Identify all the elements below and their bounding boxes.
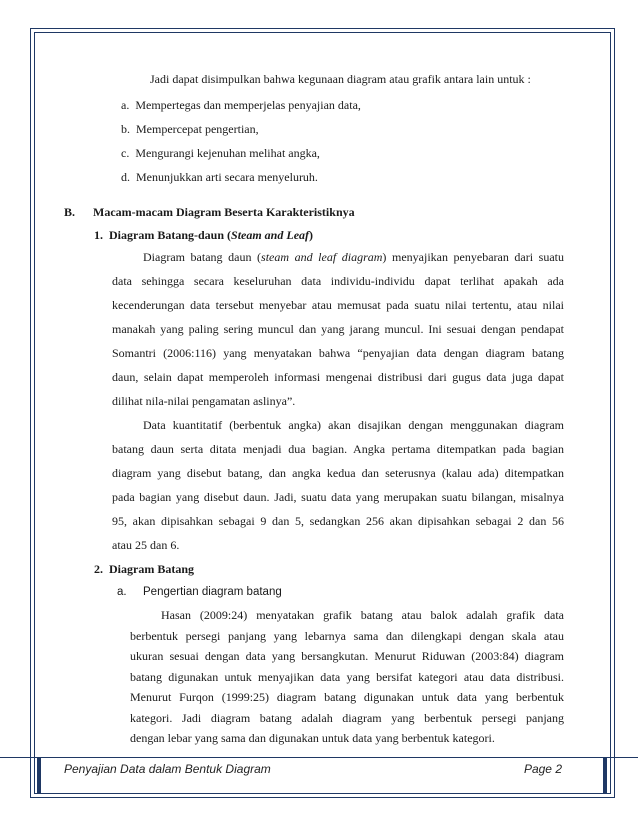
paragraph-line: kategori. Jadi diagram batang adalah diagram yang berbentuk persegi panjang [130,710,564,725]
list-item-text: Mengurangi kejenuhan melihat angka, [135,146,320,160]
paragraph-line: dengan lebar yang sama dan digunakan untuk data yang berbentuk kategori. [130,731,495,745]
sub-a-title: Pengertian diagram batang [143,586,282,598]
list-item-text: Menunjukkan arti secara menyeluruh. [136,170,318,184]
paragraph-line: daun, selain dapat memperoleh informasi mengenai distribusi dari gugus data juga dapat [112,370,564,384]
footer-title: Penyajian Data dalam Bentuk Diagram [64,762,271,776]
intro-item-d [121,170,318,185]
paragraph-line: manakah yang paling sering muncul dan yang jarang muncul. Ini sesuai dengan pendapat [112,322,564,336]
paragraph-line: ukuran sesuai dengan data yang bersangkutan. Menurut Riduwan (2003:84) diagram [130,649,564,663]
page-number: Page 2 [523,762,562,776]
subsection-marker: 2. [94,562,103,576]
subsection-marker: 1. [94,228,103,242]
text-run-italic: steam and leaf diagram [261,250,383,264]
subsection-title-suffix: ) [309,228,314,242]
paragraph-line: Hasan (2009:24) menyatakan grafik batang atau balok adalah grafik data [161,608,564,622]
list-item-text: Mempercepat pengertian, [136,122,259,136]
sub-a-heading [117,586,282,598]
intro-item-b [121,122,259,137]
section-marker: B. [64,205,76,219]
list-marker: a. [121,98,130,112]
text-run: ) menyajikan penyebaran dari suatu [382,250,564,264]
subsection-title: Diagram Batang [109,562,194,576]
paragraph-line: dilihat nila-nilai pengamatan aslinya”. [112,394,296,408]
intro-item-c [121,146,320,161]
section-heading [64,205,355,220]
subsection-1-heading [94,228,313,243]
paragraph-line: atau 25 dan 6. [112,538,180,552]
paragraph-line: Somantri (2006:116) yang menyatakan bahwa “penyajian data dengan diagram batang [112,346,564,360]
paragraph-line [143,250,564,265]
paragraph-line: data sehingga secara keseluruhan data individu-individu dapat terlihat apakah ada [112,274,564,288]
paragraph-line: berbentuk persegi panjang yang lebarnya sama dan dilengkapi dengan skala atau [130,628,564,643]
subsection-2-heading [94,562,194,577]
paragraph-line: batang digunakan untuk menyajikan data yang bersifat kategori atau data distribusi. [130,669,564,684]
subsection-title-prefix: Diagram Batang-daun ( [109,228,232,242]
paragraph-line: diagram yang disebut batang, dan angka kedua dan seterusnya (kalau ada) ditempatkan [112,466,564,480]
sub-a-marker: a. [117,586,127,598]
section-title: Macam-macam Diagram Beserta Karakteristiknya [93,205,355,219]
paragraph-line: Menurut Furqon (1999:25) diagram batang digunakan untuk data yang berbentuk [130,690,564,704]
intro-item-a [121,98,361,113]
list-item-text: Mempertegas dan memperjelas penyajian data, [135,98,361,112]
paragraph-line: Data kuantitatif (berbentuk angka) akan disajikan dengan menggunakan diagram [143,418,564,432]
paragraph-line: 95, akan dipisahkan sebagai 9 dan 5, sedangkan 256 akan dipisahkan sebagai 2 dan 56 [112,514,564,528]
paragraph-line: pada bagian yang disebut daun. Jadi, suatu data yang merupakan suatu bilangan, misalnya [112,490,564,504]
list-marker: d. [121,170,130,184]
paragraph-line: kecenderungan data tersebut menyebar atau memusat pada suatu nilai tertentu, atau nilai [112,298,564,312]
intro-lead: Jadi dapat disimpulkan bahwa kegunaan diagram atau grafik antara lain untuk : [150,72,531,86]
text-run: Diagram batang daun ( [143,250,262,264]
list-marker: c. [121,146,130,160]
paragraph-line: batang daun serta ditata menjadi dua bagian. Angka pertama ditempatkan pada bagian [112,442,564,456]
list-marker: b. [121,122,130,136]
subsection-title-italic: Steam and Leaf [231,228,310,242]
